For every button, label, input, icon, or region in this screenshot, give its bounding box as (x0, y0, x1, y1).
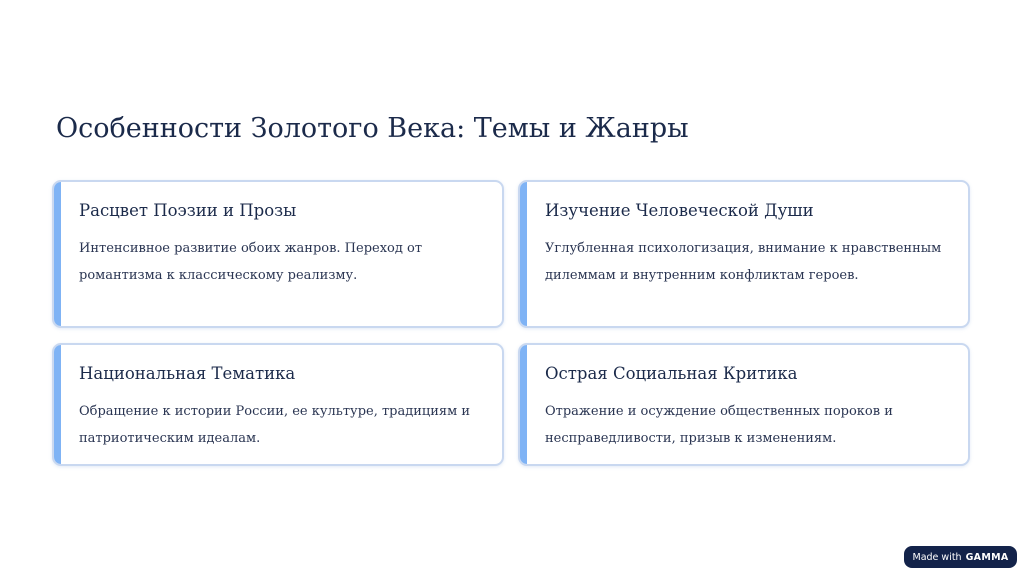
made-with-gamma-badge[interactable] (904, 546, 1017, 568)
card-title: Национальная Тематика (79, 364, 296, 383)
card-text: Углубленная психологизация, внимание к нравственным дилеммам и внутренним конфликтам героев. (545, 241, 942, 283)
card-human-soul (518, 180, 970, 328)
card-text: Интенсивное развитие обоих жанров. Переход от романтизма к классическому реализму. (79, 241, 423, 283)
card-accent-bar (520, 182, 527, 326)
card-title: Изучение Человеческой Души (545, 201, 814, 220)
cards-grid (52, 180, 970, 466)
card-social-critique (518, 343, 970, 466)
card-accent-bar (54, 182, 61, 326)
card-accent-bar (54, 345, 61, 464)
card-poetry-prose (52, 180, 504, 328)
slide-title: Особенности Золотого Века: Темы и Жанры (56, 113, 689, 144)
badge-prefix: Made with (912, 551, 962, 563)
card-title: Расцвет Поэзии и Прозы (79, 201, 297, 220)
card-text: Отражение и осуждение общественных пороков и несправедливости, призыв к изменениям. (545, 404, 893, 446)
card-national-themes (52, 343, 504, 466)
gamma-logo: GAMMA (965, 551, 1009, 563)
card-accent-bar (520, 345, 527, 464)
card-title: Острая Социальная Критика (545, 364, 798, 383)
card-text: Обращение к истории России, ее культуре, традициям и патриотическим идеалам. (79, 404, 471, 446)
